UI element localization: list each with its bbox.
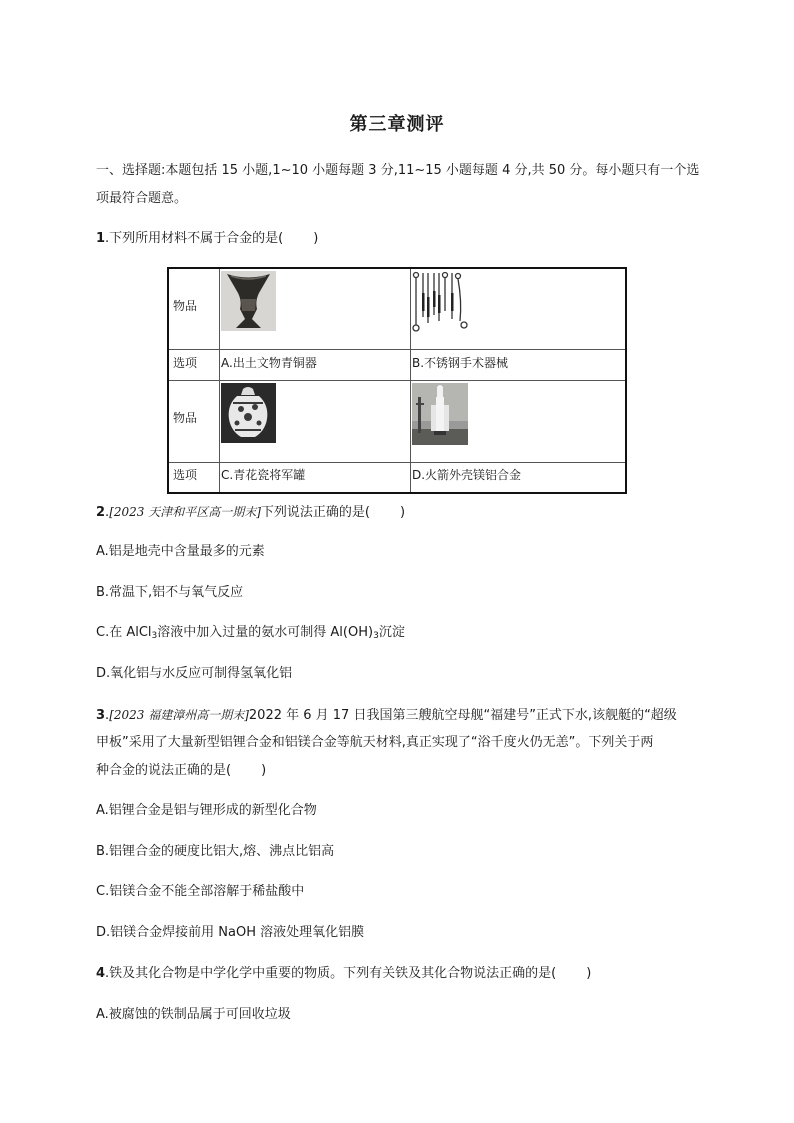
section-instruction-line1: 一、选择题:本题包括 15 小题,1~10 小题每题 3 分,11~15 小题每题 4 分,共 50 分。每小题只有一个选: [96, 163, 700, 178]
question-source: [2023 福建漳州高一期末]: [109, 708, 249, 722]
question-text: 种合金的说法正确的是(: [96, 763, 232, 778]
option-text: 溶液中加入过量的氨水可制得 Al(OH): [157, 625, 374, 640]
question-2: 2.[2023 天津和平区高一期末]下列说法正确的是( ): [96, 505, 406, 520]
question-paren-close: ): [261, 763, 267, 778]
table-header-option: 选项: [173, 468, 198, 482]
question-3-line3: [96, 761, 266, 781]
page-title: 第三章测评: [349, 114, 445, 135]
subscript: 3: [373, 631, 379, 641]
q2-option-b: B.常温下,铝不与氧气反应: [96, 585, 244, 600]
question-3-line2: 甲板”采用了大量新型铝锂合金和铝镁合金等航天材料,真正实现了“浴千度火仍无恙”。下列关于两: [96, 735, 654, 750]
q2-option-a: A.铝是地壳中含量最多的元素: [96, 544, 265, 559]
question-number: 3: [96, 708, 106, 723]
option-a-label: A.出土文物青铜器: [221, 356, 317, 370]
question-paren-close: ): [399, 505, 406, 520]
q2-option-c: [96, 623, 405, 646]
question-number: 4: [96, 966, 106, 981]
q3-option-b: B.铝锂合金的硬度比铝大,熔、沸点比铝高: [96, 844, 335, 859]
table-header-option: 选项: [173, 356, 198, 370]
question-paren-close: ): [586, 966, 592, 981]
q3-option-d: D.铝镁合金焊接前用 NaOH 溶液处理氧化铝膜: [96, 925, 365, 940]
question-4: [96, 964, 591, 984]
question-number: 2: [96, 505, 106, 520]
q4-option-a: A.被腐蚀的铁制品属于可回收垃圾: [96, 1007, 291, 1022]
porcelain-jar-image: [221, 383, 276, 443]
option-text: 沉淀: [378, 625, 405, 640]
q3-option-c: C.铝镁合金不能全部溶解于稀盐酸中: [96, 884, 305, 899]
option-d-label: D.火箭外壳镁铝合金: [412, 468, 522, 482]
question-1: [96, 229, 318, 249]
question-text: .铁及其化合物是中学化学中重要的物质。下列有关铁及其化合物说法正确的是(: [105, 966, 557, 981]
materials-table: [167, 267, 627, 494]
option-text: C.在 AlCl: [96, 625, 152, 640]
question-3: 3.[2023 福建漳州高一期末]2022 年 6 月 17 日我国第三艘航空母舰“福建号”正式下水,该舰艇的“超级: [96, 708, 677, 723]
option-c-label: C.青花瓷将军罐: [221, 468, 306, 482]
table-header-item: 物品: [173, 299, 198, 313]
bronze-vessel-image: [221, 271, 276, 331]
question-paren-close: ): [313, 231, 319, 246]
question-text: 下列说法正确的是(: [260, 505, 370, 520]
question-source: [2023 天津和平区高一期末]: [109, 505, 261, 519]
table-header-item: 物品: [173, 411, 198, 425]
surgical-instruments-image: [412, 271, 472, 333]
q2-option-d: D.氧化铝与水反应可制得氢氧化铝: [96, 666, 293, 681]
subscript: 3: [151, 631, 158, 641]
section-instruction-line2: 项最符合题意。: [96, 191, 188, 206]
rocket-image: [412, 383, 468, 445]
option-b-label: B.不锈钢手术器械: [412, 356, 509, 370]
question-text: 2022 年 6 月 17 日我国第三艘航空母舰“福建号”正式下水,该舰艇的“超级: [248, 708, 677, 723]
question-number: 1: [96, 231, 106, 246]
question-text: .下列所用材料不属于合金的是(: [105, 231, 284, 246]
q3-option-a: A.铝锂合金是铝与锂形成的新型化合物: [96, 803, 317, 818]
